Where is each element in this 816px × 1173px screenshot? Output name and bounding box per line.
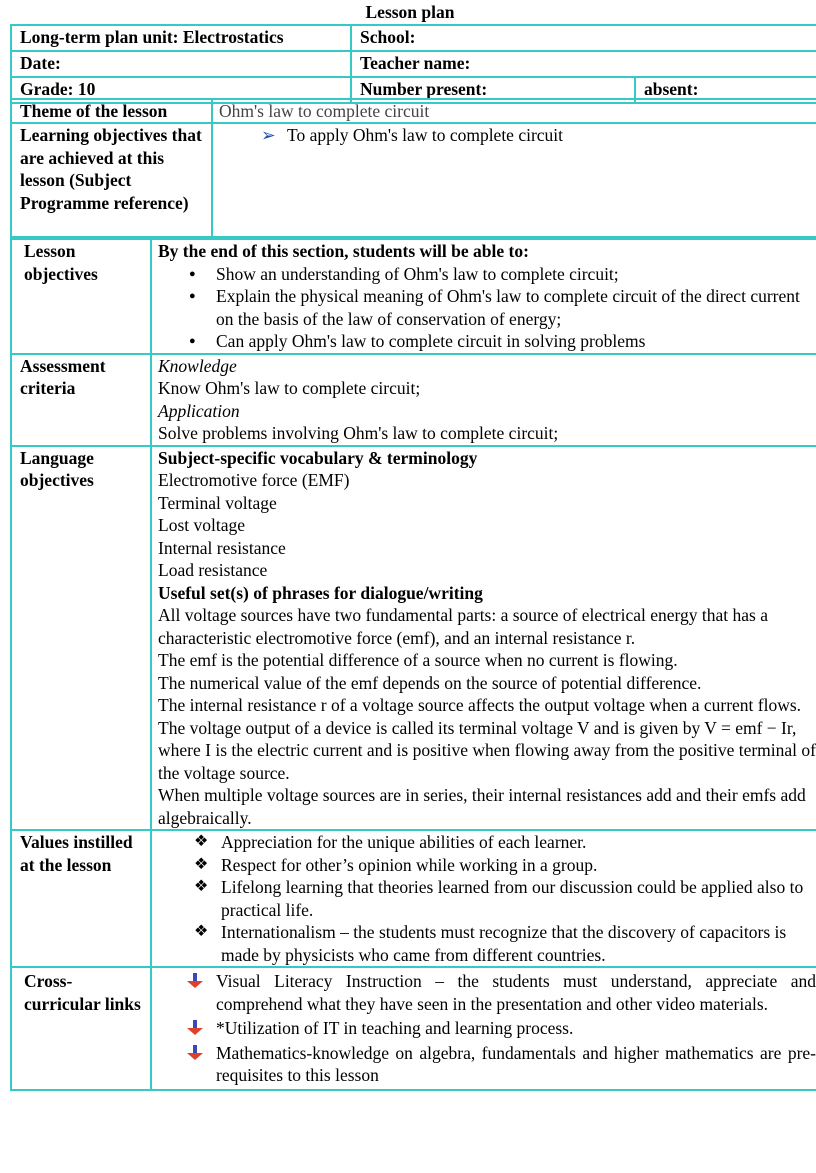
list-item: ● Show an understanding of Ohm's law to complete circuit; — [158, 263, 816, 286]
learning-objective-item: ➢ To apply Ohm's law to complete circuit — [261, 125, 564, 145]
phrase-item: The emf is the potential difference of a source when no current is flowing. — [158, 650, 678, 670]
phrase-item: The numerical value of the emf depends on the source of potential difference. — [158, 672, 702, 693]
vocabulary-heading: Subject-specific vocabulary & terminology — [158, 447, 478, 468]
knowledge-heading: Knowledge — [158, 355, 237, 376]
absent-cell: absent: — [635, 77, 816, 103]
page-title: Lesson plan — [365, 2, 455, 22]
application-text: Solve problems involving Ohm's law to complete circuit; — [158, 423, 559, 443]
list-item: ❖ Respect for other’s opinion while working in a group. — [158, 854, 816, 877]
list-item: ● Can apply Ohm's law to complete circuit in solving problems — [158, 330, 816, 353]
arrow-down-icon — [186, 973, 204, 989]
term-item: Electromotive force (EMF) — [158, 470, 350, 490]
values-list — [158, 831, 816, 966]
list-item: Mathematics-knowledge on algebra, fundamentals and higher mathematics are pre-requisites to this lesson — [158, 1042, 816, 1087]
phrase-item: All voltage sources have two fundamental parts: a source of electrical energy that has a characteristic electromotive force (emf), and an internal resistance r. — [158, 605, 768, 648]
term-item: Internal resistance — [158, 537, 286, 558]
language-cell — [151, 446, 816, 831]
values-label: Values instilled at the lesson — [11, 830, 151, 967]
list-item: ❖ Internationalism – the students must recognize that the discovery of capacitors is made by physicists who came from different countries. — [158, 921, 816, 966]
list-item: ❖ Lifelong learning that theories learned from our discussion could be applied also to practical life. — [158, 876, 816, 921]
assessment-label: Assessment criteria — [11, 354, 151, 446]
lesson-objectives-intro: By the end of this section, students will be able to: — [158, 241, 529, 261]
header-table — [10, 24, 816, 104]
theme-value: Ohm's law to complete circuit — [212, 99, 816, 123]
phrases-heading: Useful set(s) of phrases for dialogue/writing — [158, 582, 483, 603]
school-cell: School: — [351, 25, 816, 51]
term-item: Load resistance — [158, 560, 268, 580]
learning-objectives-label: Learning objectives that are achieved at this lesson (Subject Programme reference) — [11, 123, 212, 237]
arrow-down-icon — [186, 1045, 204, 1061]
assessment-cell — [151, 354, 816, 446]
date-cell: Date: — [11, 51, 351, 77]
lesson-objectives-label: Lesson objectives — [11, 239, 151, 354]
arrow-down-icon — [186, 1020, 204, 1036]
phrase-item: The voltage output of a device is called its terminal voltage V and is given by V = emf − Ir, where I is the electric current and is positive when flowing away from the positive terminal of the voltage source. — [158, 717, 816, 783]
term-item: Lost voltage — [158, 515, 245, 535]
cross-curricular-list — [158, 970, 816, 1087]
values-cell — [151, 830, 816, 967]
term-item: Terminal voltage — [158, 492, 277, 513]
lesson-objectives-cell — [151, 239, 816, 354]
unit-cell: Long-term plan unit: Electrostatics — [11, 25, 351, 51]
list-item: ● Explain the physical meaning of Ohm's law to complete circuit of the direct current on the basis of the law of conservation of energy; — [158, 285, 816, 330]
main-table — [10, 238, 816, 1091]
application-heading: Application — [158, 400, 240, 421]
cross-curricular-cell — [151, 967, 816, 1090]
lesson-objectives-list — [158, 263, 816, 353]
list-item: ❖ Appreciation for the unique abilities of each learner. — [158, 831, 816, 854]
grade-cell: Grade: 10 — [11, 77, 351, 103]
language-label: Language objectives — [11, 446, 151, 831]
arrow-bullet-icon: ➢ — [261, 125, 276, 145]
phrase-item: When multiple voltage sources are in series, their internal resistances add and their emfs add algebraically. — [158, 785, 806, 828]
list-item: Visual Literacy Instruction – the students must understand, appreciate and comprehend what they have seen in the presentation and other video materials. — [158, 970, 816, 1015]
learning-objectives-cell — [212, 123, 816, 237]
list-item: *Utilization of IT in teaching and learning process. — [158, 1017, 816, 1040]
present-cell: Number present: — [351, 77, 635, 103]
theme-label: Theme of the lesson — [11, 99, 212, 123]
knowledge-text: Know Ohm's law to complete circuit; — [158, 378, 421, 398]
theme-table — [10, 98, 816, 238]
cross-curricular-label: Cross-curricular links — [11, 967, 151, 1090]
phrase-item: The internal resistance r of a voltage source affects the output voltage when a current flows. — [158, 695, 802, 715]
teacher-cell: Teacher name: — [351, 51, 816, 77]
